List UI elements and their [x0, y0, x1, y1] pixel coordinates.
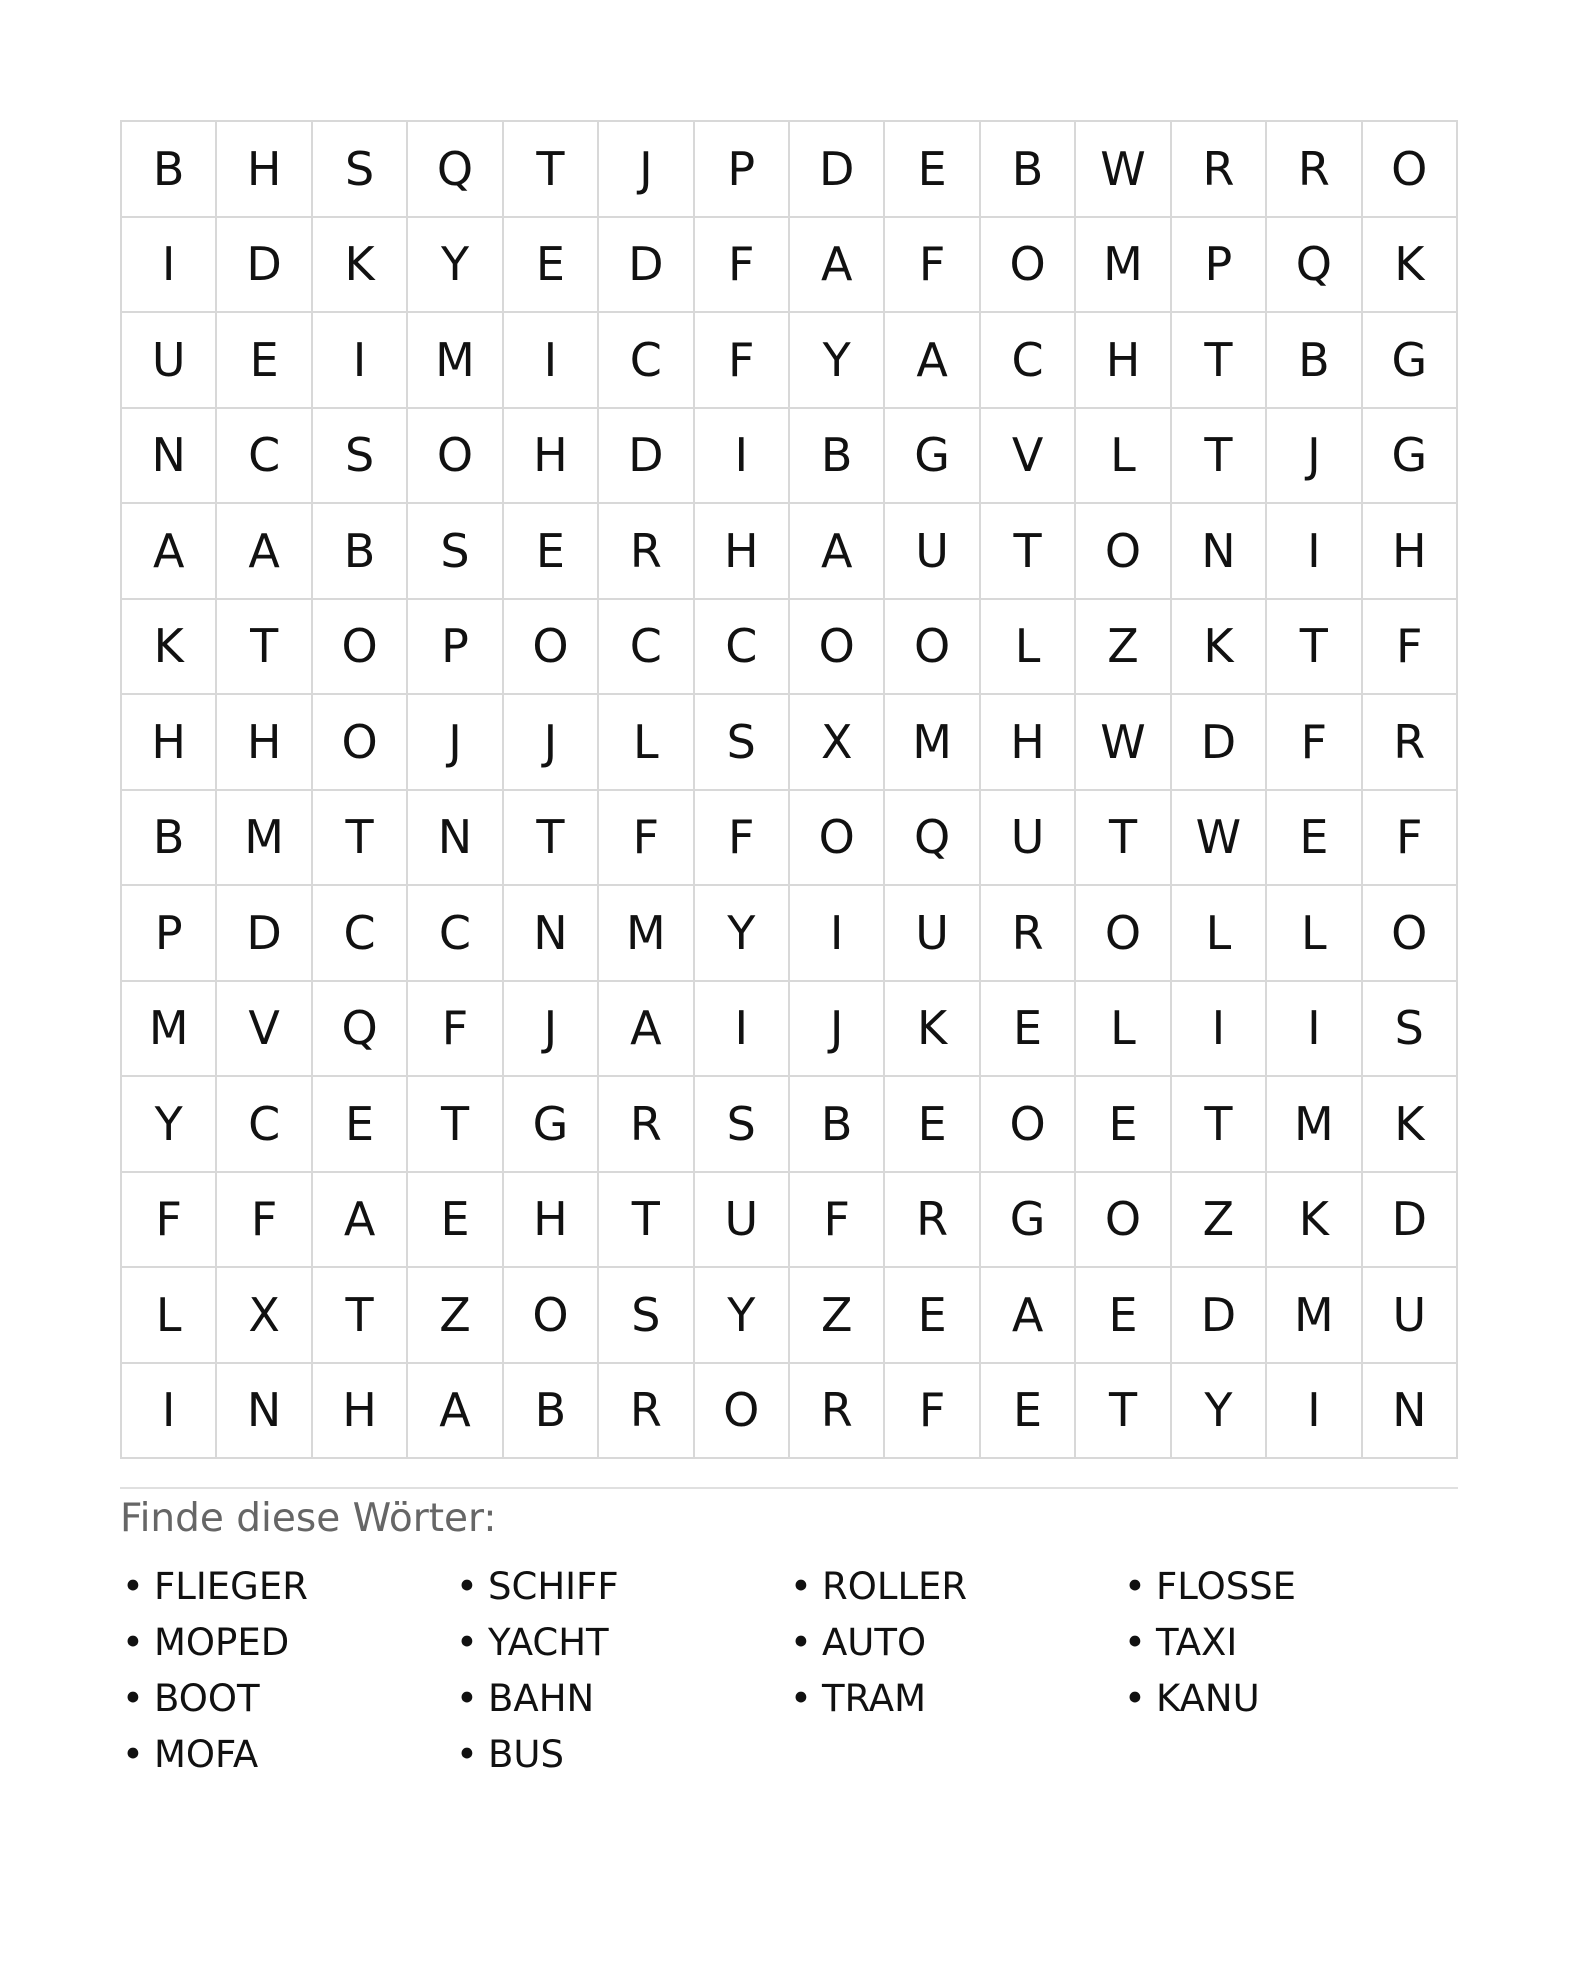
grid-cell[interactable]: T	[504, 791, 599, 887]
grid-cell[interactable]: C	[599, 313, 694, 409]
grid-cell[interactable]: I	[1267, 982, 1362, 1078]
grid-cell[interactable]: T	[1172, 409, 1267, 505]
grid-cell[interactable]: J	[599, 122, 694, 218]
grid-cell[interactable]: Y	[122, 1077, 217, 1173]
grid-cell[interactable]: C	[313, 886, 408, 982]
grid-cell[interactable]: F	[1363, 600, 1458, 696]
grid-cell[interactable]: E	[885, 1077, 980, 1173]
grid-cell[interactable]: H	[217, 122, 312, 218]
grid-cell[interactable]: N	[408, 791, 503, 887]
grid-cell[interactable]: C	[408, 886, 503, 982]
grid-cell[interactable]: I	[790, 886, 885, 982]
grid-cell[interactable]: T	[1076, 1364, 1171, 1460]
bullet-icon: •	[790, 1565, 812, 1608]
grid-cell[interactable]: F	[1267, 695, 1362, 791]
grid-cell[interactable]: M	[599, 886, 694, 982]
grid-cell[interactable]: F	[408, 982, 503, 1078]
bullet-icon: •	[1124, 1565, 1146, 1608]
grid-cell[interactable]: T	[504, 122, 599, 218]
grid-cell[interactable]: D	[217, 886, 312, 982]
grid-cell[interactable]: N	[1363, 1364, 1458, 1460]
grid-cell[interactable]: I	[1172, 982, 1267, 1078]
word-label: SCHIFF	[488, 1565, 619, 1608]
grid-cell[interactable]: I	[122, 218, 217, 314]
grid-cell[interactable]: H	[122, 695, 217, 791]
grid-cell[interactable]: A	[408, 1364, 503, 1460]
word-list-item	[120, 1559, 454, 1615]
grid-cell[interactable]: R	[599, 504, 694, 600]
grid-cell[interactable]: E	[313, 1077, 408, 1173]
grid-cell[interactable]: E	[1267, 791, 1362, 887]
word-list-item	[120, 1727, 454, 1783]
grid-cell[interactable]: A	[217, 504, 312, 600]
grid-cell[interactable]: I	[122, 1364, 217, 1460]
grid-cell[interactable]: Y	[695, 1268, 790, 1364]
grid-cell[interactable]: N	[122, 409, 217, 505]
grid-cell[interactable]: P	[122, 886, 217, 982]
grid-cell[interactable]: Y	[408, 218, 503, 314]
grid-cell[interactable]: H	[1363, 504, 1458, 600]
grid-cell[interactable]: Q	[1267, 218, 1362, 314]
grid-cell[interactable]: R	[885, 1173, 980, 1269]
grid-cell[interactable]: L	[981, 600, 1076, 696]
grid-cell[interactable]: D	[1172, 695, 1267, 791]
grid-cell[interactable]: E	[408, 1173, 503, 1269]
word-label: TAXI	[1156, 1621, 1238, 1664]
bullet-icon: •	[122, 1733, 144, 1776]
word-label: BAHN	[488, 1677, 595, 1720]
word-list-item	[120, 1671, 454, 1727]
grid-cell[interactable]: K	[1363, 218, 1458, 314]
grid-cell[interactable]: V	[981, 409, 1076, 505]
grid-cell[interactable]: S	[313, 409, 408, 505]
grid-cell[interactable]: L	[1076, 982, 1171, 1078]
grid-cell[interactable]: O	[695, 1364, 790, 1460]
grid-cell[interactable]: K	[1363, 1077, 1458, 1173]
grid-cell[interactable]: E	[885, 1268, 980, 1364]
grid-cell[interactable]: U	[1363, 1268, 1458, 1364]
bullet-icon: •	[1124, 1621, 1146, 1664]
grid-cell[interactable]: E	[504, 504, 599, 600]
divider	[120, 1487, 1458, 1489]
bullet-icon: •	[122, 1621, 144, 1664]
grid-cell[interactable]: O	[790, 791, 885, 887]
grid-cell[interactable]: M	[1267, 1268, 1362, 1364]
grid-cell[interactable]: B	[790, 409, 885, 505]
grid-cell[interactable]: U	[885, 886, 980, 982]
grid-cell[interactable]: N	[504, 886, 599, 982]
grid-cell[interactable]: L	[1267, 886, 1362, 982]
word-label: AUTO	[822, 1621, 927, 1664]
grid-cell[interactable]: E	[1076, 1268, 1171, 1364]
grid-cell[interactable]: O	[408, 409, 503, 505]
grid-cell[interactable]: T	[1076, 791, 1171, 887]
grid-cell[interactable]: C	[217, 409, 312, 505]
word-label: BUS	[488, 1733, 564, 1776]
word-label: MOFA	[154, 1733, 259, 1776]
grid-cell[interactable]: Q	[408, 122, 503, 218]
grid-cell[interactable]: Y	[695, 886, 790, 982]
grid-cell[interactable]: C	[217, 1077, 312, 1173]
word-label: MOPED	[154, 1621, 290, 1664]
grid-cell[interactable]: O	[313, 695, 408, 791]
word-list-item	[454, 1559, 788, 1615]
grid-cell[interactable]: S	[599, 1268, 694, 1364]
grid-cell[interactable]: M	[122, 982, 217, 1078]
word-list-item	[1122, 1615, 1456, 1671]
word-label: FLOSSE	[1156, 1565, 1297, 1608]
grid-cell[interactable]: T	[313, 791, 408, 887]
grid-cell[interactable]: R	[1172, 122, 1267, 218]
grid-cell[interactable]: G	[1363, 313, 1458, 409]
grid-cell[interactable]: J	[1267, 409, 1362, 505]
grid-cell[interactable]: Z	[790, 1268, 885, 1364]
grid-cell[interactable]: O	[981, 218, 1076, 314]
bullet-icon: •	[456, 1677, 478, 1720]
grid-cell[interactable]: H	[1076, 313, 1171, 409]
grid-cell[interactable]: T	[981, 504, 1076, 600]
grid-cell[interactable]: J	[504, 695, 599, 791]
grid-cell[interactable]: K	[122, 600, 217, 696]
grid-cell[interactable]: L	[122, 1268, 217, 1364]
bullet-icon: •	[456, 1621, 478, 1664]
grid-cell[interactable]: U	[981, 791, 1076, 887]
grid-cell[interactable]: A	[122, 504, 217, 600]
grid-cell[interactable]: D	[790, 122, 885, 218]
grid-cell[interactable]: D	[599, 409, 694, 505]
grid-cell[interactable]: F	[790, 1173, 885, 1269]
grid-cell[interactable]: C	[599, 600, 694, 696]
grid-cell[interactable]: L	[599, 695, 694, 791]
grid-cell[interactable]: S	[1363, 982, 1458, 1078]
grid-cell[interactable]: W	[1076, 122, 1171, 218]
grid-cell[interactable]: F	[122, 1173, 217, 1269]
word-label: TRAM	[822, 1677, 927, 1720]
grid-cell[interactable]: F	[217, 1173, 312, 1269]
grid-cell[interactable]: I	[695, 409, 790, 505]
grid-cell[interactable]: O	[504, 1268, 599, 1364]
grid-cell[interactable]: O	[1076, 504, 1171, 600]
grid-cell[interactable]: C	[695, 600, 790, 696]
grid-cell[interactable]: B	[313, 504, 408, 600]
word-list-item	[788, 1559, 1122, 1615]
letter-grid	[120, 120, 1458, 1459]
grid-cell[interactable]: O	[1076, 886, 1171, 982]
grid-cell[interactable]: Z	[1076, 600, 1171, 696]
grid-cell[interactable]: X	[790, 695, 885, 791]
grid-cell[interactable]: R	[981, 886, 1076, 982]
grid-cell[interactable]: G	[504, 1077, 599, 1173]
grid-cell[interactable]: A	[790, 504, 885, 600]
grid-cell[interactable]: D	[599, 218, 694, 314]
grid-cell[interactable]: N	[217, 1364, 312, 1460]
grid-cell[interactable]: E	[981, 982, 1076, 1078]
grid-cell[interactable]: K	[885, 982, 980, 1078]
bullet-icon: •	[790, 1677, 812, 1720]
grid-cell[interactable]: X	[217, 1268, 312, 1364]
grid-cell[interactable]: H	[504, 1173, 599, 1269]
grid-cell[interactable]: W	[1076, 695, 1171, 791]
grid-cell[interactable]: I	[1267, 1364, 1362, 1460]
grid-cell[interactable]: F	[599, 791, 694, 887]
grid-cell[interactable]: U	[122, 313, 217, 409]
word-label: YACHT	[488, 1621, 609, 1664]
grid-cell[interactable]: D	[217, 218, 312, 314]
grid-cell[interactable]: Q	[313, 982, 408, 1078]
grid-cell[interactable]: O	[1363, 122, 1458, 218]
grid-cell[interactable]: G	[1363, 409, 1458, 505]
grid-cell[interactable]: W	[1172, 791, 1267, 887]
grid-cell[interactable]: P	[408, 600, 503, 696]
word-list-item	[454, 1615, 788, 1671]
grid-cell[interactable]: P	[695, 122, 790, 218]
grid-cell[interactable]: F	[695, 791, 790, 887]
grid-cell[interactable]: T	[1267, 600, 1362, 696]
grid-cell[interactable]: A	[885, 313, 980, 409]
grid-cell[interactable]: B	[790, 1077, 885, 1173]
grid-cell[interactable]: U	[885, 504, 980, 600]
grid-cell[interactable]: M	[885, 695, 980, 791]
grid-cell[interactable]: B	[1267, 313, 1362, 409]
grid-cell[interactable]: O	[313, 600, 408, 696]
grid-cell[interactable]: E	[217, 313, 312, 409]
word-label: ROLLER	[822, 1565, 968, 1608]
grid-cell[interactable]: F	[885, 1364, 980, 1460]
grid-cell[interactable]: I	[504, 313, 599, 409]
grid-cell[interactable]: F	[695, 313, 790, 409]
grid-cell[interactable]: A	[313, 1173, 408, 1269]
grid-cell[interactable]: B	[504, 1364, 599, 1460]
grid-cell[interactable]: H	[695, 504, 790, 600]
grid-cell[interactable]: F	[1363, 791, 1458, 887]
grid-cell[interactable]: H	[504, 409, 599, 505]
bullet-icon: •	[790, 1621, 812, 1664]
grid-cell[interactable]: A	[981, 1268, 1076, 1364]
word-label: KANU	[1156, 1677, 1260, 1720]
grid-cell[interactable]: R	[790, 1364, 885, 1460]
word-list-item	[788, 1671, 1122, 1727]
grid-cell[interactable]: C	[981, 313, 1076, 409]
word-label: FLIEGER	[154, 1565, 308, 1608]
grid-cell[interactable]: T	[599, 1173, 694, 1269]
grid-cell[interactable]: G	[981, 1173, 1076, 1269]
grid-cell[interactable]: O	[885, 600, 980, 696]
grid-cell[interactable]: O	[1363, 886, 1458, 982]
grid-cell[interactable]: E	[1076, 1077, 1171, 1173]
grid-cell[interactable]: K	[1267, 1173, 1362, 1269]
grid-cell[interactable]: O	[1076, 1173, 1171, 1269]
grid-cell[interactable]: V	[217, 982, 312, 1078]
grid-cell[interactable]: E	[981, 1364, 1076, 1460]
grid-cell[interactable]: A	[790, 218, 885, 314]
bullet-icon: •	[456, 1565, 478, 1608]
grid-cell[interactable]: N	[1172, 504, 1267, 600]
bullet-icon: •	[122, 1677, 144, 1720]
grid-cell[interactable]: S	[408, 504, 503, 600]
grid-cell[interactable]: Z	[1172, 1173, 1267, 1269]
grid-cell[interactable]: S	[695, 1077, 790, 1173]
grid-cell[interactable]: T	[313, 1268, 408, 1364]
grid-cell[interactable]: I	[1267, 504, 1362, 600]
grid-cell[interactable]: T	[408, 1077, 503, 1173]
grid-cell[interactable]: E	[885, 122, 980, 218]
grid-cell[interactable]: E	[504, 218, 599, 314]
grid-cell[interactable]: F	[885, 218, 980, 314]
word-search-puzzle	[120, 120, 1458, 1783]
grid-cell[interactable]: L	[1076, 409, 1171, 505]
grid-cell[interactable]: Y	[790, 313, 885, 409]
grid-cell[interactable]: P	[1172, 218, 1267, 314]
grid-cell[interactable]: R	[599, 1077, 694, 1173]
grid-cell[interactable]: T	[217, 600, 312, 696]
grid-cell[interactable]: O	[981, 1077, 1076, 1173]
grid-cell[interactable]: A	[599, 982, 694, 1078]
word-list-item	[1122, 1671, 1456, 1727]
grid-cell[interactable]: B	[122, 791, 217, 887]
instructions-heading: Finde diese Wörter:	[120, 1496, 497, 1541]
grid-cell[interactable]: H	[981, 695, 1076, 791]
grid-cell[interactable]: R	[1267, 122, 1362, 218]
grid-cell[interactable]: D	[1363, 1173, 1458, 1269]
grid-cell[interactable]: O	[504, 600, 599, 696]
bullet-icon: •	[122, 1565, 144, 1608]
grid-cell[interactable]: M	[1076, 218, 1171, 314]
grid-cell[interactable]: B	[981, 122, 1076, 218]
grid-cell[interactable]: S	[695, 695, 790, 791]
grid-cell[interactable]: T	[1172, 1077, 1267, 1173]
word-list	[120, 1559, 1458, 1783]
grid-cell[interactable]: Y	[1172, 1364, 1267, 1460]
grid-cell[interactable]: D	[1172, 1268, 1267, 1364]
word-list-item	[454, 1727, 788, 1783]
grid-cell[interactable]: J	[504, 982, 599, 1078]
bullet-icon: •	[456, 1733, 478, 1776]
word-list-item	[788, 1615, 1122, 1671]
word-list-item	[1122, 1559, 1456, 1615]
grid-cell[interactable]: J	[790, 982, 885, 1078]
word-label: BOOT	[154, 1677, 260, 1720]
grid-cell[interactable]: M	[408, 313, 503, 409]
grid-cell[interactable]: B	[122, 122, 217, 218]
grid-cell[interactable]: F	[695, 218, 790, 314]
grid-cell[interactable]: R	[599, 1364, 694, 1460]
grid-cell[interactable]: Q	[885, 791, 980, 887]
grid-cell[interactable]: Z	[408, 1268, 503, 1364]
grid-cell[interactable]: H	[217, 695, 312, 791]
grid-cell[interactable]: R	[1363, 695, 1458, 791]
grid-cell[interactable]: L	[1172, 886, 1267, 982]
grid-cell[interactable]: G	[885, 409, 980, 505]
grid-cell[interactable]: M	[1267, 1077, 1362, 1173]
grid-cell[interactable]: J	[408, 695, 503, 791]
grid-cell[interactable]: I	[313, 313, 408, 409]
grid-cell[interactable]: I	[695, 982, 790, 1078]
grid-cell[interactable]: S	[313, 122, 408, 218]
word-list-item	[454, 1671, 788, 1727]
grid-cell[interactable]: H	[313, 1364, 408, 1460]
word-list-item	[120, 1615, 454, 1671]
grid-cell[interactable]: M	[217, 791, 312, 887]
grid-cell[interactable]: K	[313, 218, 408, 314]
grid-cell[interactable]: K	[1172, 600, 1267, 696]
bullet-icon: •	[1124, 1677, 1146, 1720]
grid-cell[interactable]: T	[1172, 313, 1267, 409]
grid-cell[interactable]: U	[695, 1173, 790, 1269]
grid-cell[interactable]: O	[790, 600, 885, 696]
